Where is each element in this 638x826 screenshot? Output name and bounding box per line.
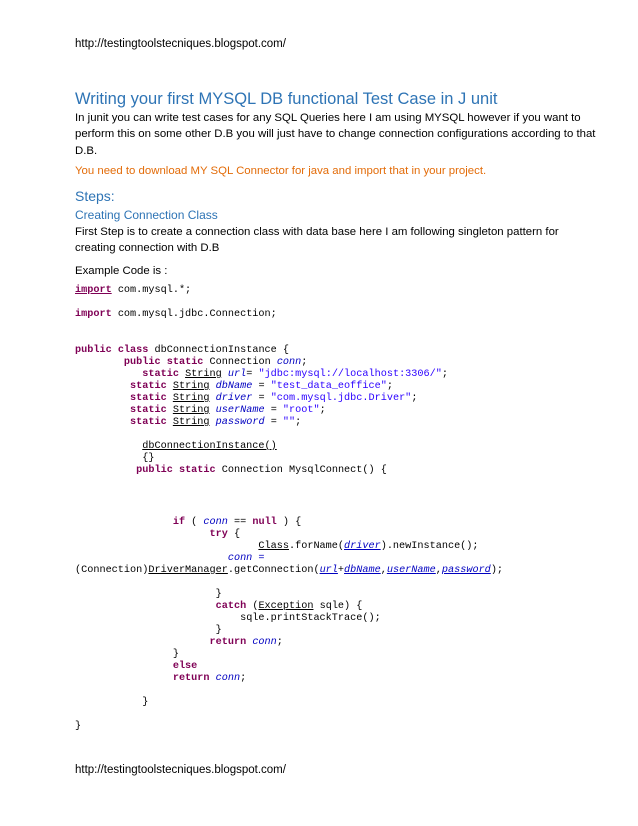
intro-paragraph — [75, 110, 595, 159]
steps-heading: Steps: — [75, 188, 115, 204]
code-class-block: public class dbConnectionInstance { public static Connection conn; static String url= "jdbc:mysql://localhost:3306/"; static String dbName = "test_data_eoffice"; static String driver = "com.mysql.jdbc.Driver"; static String userName = "root"; static String password = ""; dbConnectionInstance() {} public static Connection MysqlConnect() { — [75, 345, 448, 476]
intro-line: In junit you can write test cases for any SQL Queries here I am using MYSQL however if you want to — [75, 112, 581, 124]
step-line: creating connection with D.B — [75, 242, 220, 255]
step-line: First Step is to create a connection class with data base here I am following singleton pattern for — [75, 226, 559, 238]
code-method-body: if ( conn == null ) { try { Class.forName(driver).newInstance(); conn = (Connection)DriverManager.getConnection(url+dbName,userName,password); } catch (Exception sqle) { sqle.printStackTrace(); } return conn; } else return conn; } } — [75, 517, 504, 732]
section-subheading: Creating Connection Class — [75, 208, 218, 222]
step-paragraph — [75, 224, 559, 257]
intro-line: perform this on some other D.B you will just have to change connection configurations according to that — [75, 128, 596, 141]
code-import-mysql: import com.mysql.*; — [75, 285, 192, 296]
header-url: http://testingtoolstecniques.blogspot.com/ — [75, 38, 286, 50]
code-import-connection: import com.mysql.jdbc.Connection; — [75, 309, 277, 320]
example-label: Example Code is : — [75, 265, 168, 277]
footer-url: http://testingtoolstecniques.blogspot.com/ — [75, 764, 286, 776]
download-note: You need to download MY SQL Connector for java and import that in your project. — [75, 165, 487, 177]
intro-line: D.B. — [75, 144, 98, 157]
document-title: Writing your first MYSQL DB functional Test Case in J unit — [75, 90, 498, 108]
